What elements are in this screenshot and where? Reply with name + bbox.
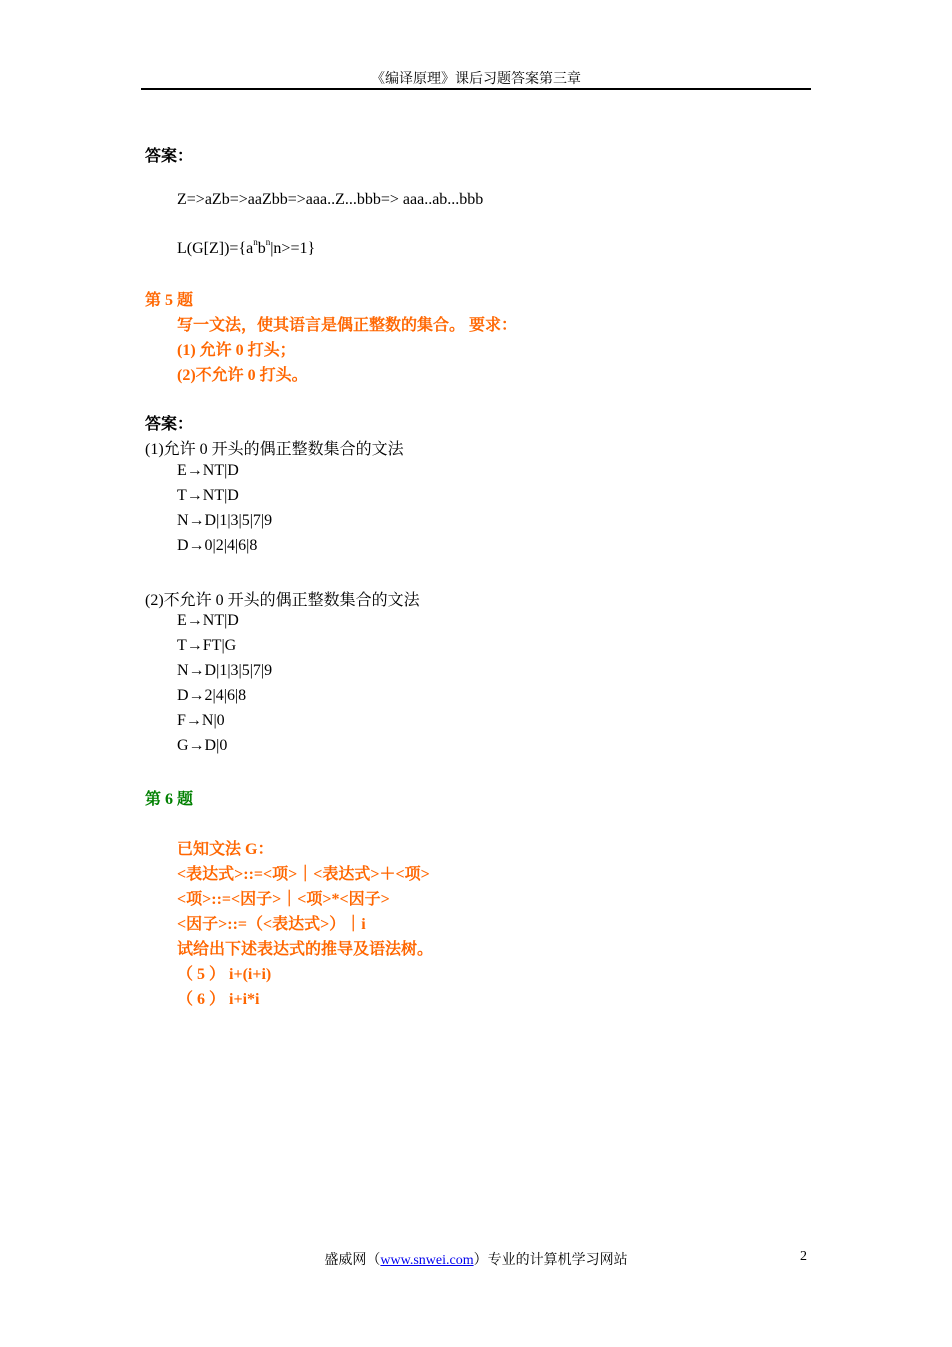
part2-title: (2)不允许 0 开头的偶正整数集合的文法: [145, 592, 420, 609]
q5-line: 写一文法，使其语言是偶正整数的集合。 要求：: [177, 317, 518, 334]
grammar-rule: D→2|4|6|8: [177, 687, 247, 704]
q5-line: (1) 允许 0 打头；: [177, 342, 296, 359]
grammar-rule: E→NT|D: [177, 612, 239, 629]
grammar-rule: N→D|1|3|5|7|9: [177, 662, 273, 679]
answer-label-2: 答案：: [145, 416, 194, 433]
q6-line: <因子>::=（<表达式>）｜i: [177, 916, 366, 933]
q6-line: 试给出下述表达式的推导及语法树。: [177, 941, 434, 958]
grammar-rule: E→NT|D: [177, 462, 239, 479]
page-footer: 盛威网（www.snwei.com）专业的计算机学习网站: [324, 1253, 628, 1268]
footer-link[interactable]: www.snwei.com: [380, 1253, 474, 1268]
part1-title: (1)允许 0 开头的偶正整数集合的文法: [145, 441, 404, 458]
q6-title: 第 6 题: [145, 791, 194, 808]
q6-line: （ 6 ） i+i*i: [177, 991, 260, 1008]
page-header: 《编译原理》课后习题答案第三章: [371, 72, 581, 87]
answer-label-1: 答案：: [145, 148, 194, 165]
q5-title: 第 5 题: [145, 292, 194, 309]
page-number: 2: [800, 1249, 807, 1264]
language-line: $L(G[Z])=\{a^nb^n|n>=1\}$: [177, 237, 316, 257]
header-rule: [141, 88, 811, 90]
q5-line: (2)不允许 0 打头。: [177, 367, 308, 384]
grammar-rule: T→FT|G: [177, 637, 237, 654]
grammar-rule: T→NT|D: [177, 487, 239, 504]
derivation-line: Z=>aZb=>aaZbb=>aaa..Z...bbb=> aaa..ab...bbb: [177, 191, 484, 208]
q6-line: <项>::=<因子>｜<项>*<因子>: [177, 891, 390, 908]
grammar-rule: D→0|2|4|6|8: [177, 537, 258, 554]
q6-line: 已知文法 G：: [177, 841, 274, 858]
grammar-rule: F→N|0: [177, 712, 225, 729]
q6-line: <表达式>::=<项>｜<表达式>＋<项>: [177, 866, 430, 883]
grammar-rule: N→D|1|3|5|7|9: [177, 512, 273, 529]
grammar-rule: G→D|0: [177, 737, 228, 754]
q6-line: （ 5 ） i+(i+i): [177, 966, 272, 983]
